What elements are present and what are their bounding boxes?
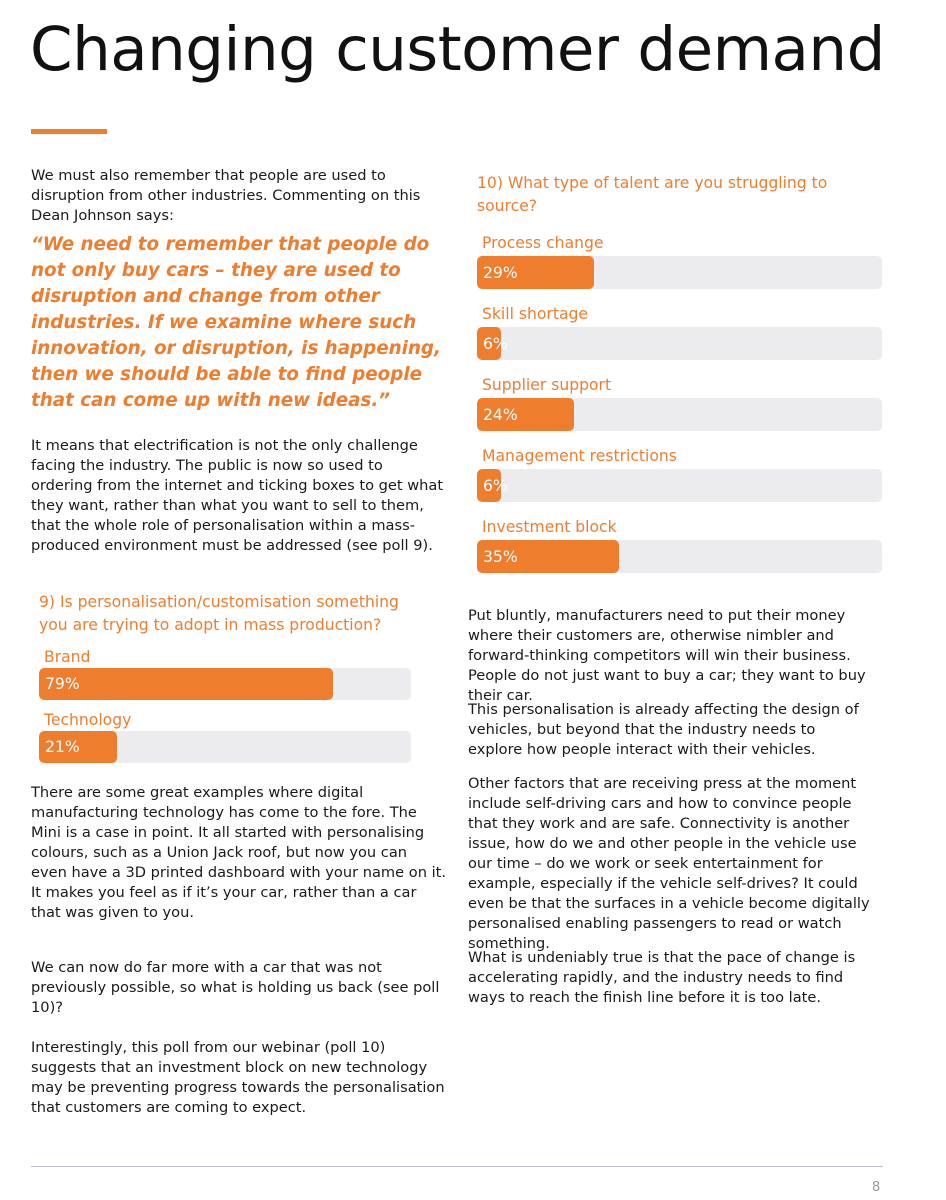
poll-10-bar-value: 6%: [483, 334, 508, 353]
undeniable-paragraph: What is undeniably true is that the pace of change is accelerating rapidly, and the industry needs to find ways to reach the finish line before it is too late.: [468, 949, 856, 1006]
poll-9-bar-fill: [39, 668, 333, 700]
poll-10-label: Management restrictions: [482, 447, 677, 465]
poll-9-bar-value: 21%: [45, 738, 80, 756]
holding-back-paragraph: We can now do far more with a car that was not previously possible, so what is holding us back (see poll 10)?: [31, 959, 440, 1016]
poll-9-bar-value: 79%: [45, 675, 80, 693]
examples-paragraph: There are some great examples where digital manufacturing technology has come to the fore. The Mini is a case in point. It all started with personalising colours, such as a Union Jack roof, but now you can even have a 3D printed dashboard with your name on it. It makes you feel as if it’s your car, rather than a car that was given to you.: [31, 784, 446, 921]
poll-10-bar-value: 35%: [483, 547, 518, 566]
footer-rule: [31, 1166, 883, 1167]
poll-10-bar-track: [477, 469, 882, 502]
factors-paragraph: Other factors that are receiving press at the moment include self-driving cars and how to convince people that they work and are safe. Connectivity is another issue, how do we and other people in the vehicle use our time – do we work or seek entertainment for example, especially if the vehicle self-drives? It could even be that the surfaces in a vehicle become digitally personalised enabling passengers to read or watch something.: [468, 775, 870, 952]
poll-10-bar-track: [477, 398, 882, 431]
bluntly-paragraph: Put bluntly, manufacturers need to put their money where their customers are, otherwise nimbler and forward-thinking competitors will win their business. People do not just want to buy a car; they want to buy their car.: [468, 607, 866, 704]
poll-9-bar-track: [39, 731, 411, 763]
poll-9-question: 9) Is personalisation/customisation something you are trying to adopt in mass production?: [39, 593, 399, 634]
poll-9-label: Technology: [44, 711, 132, 729]
design-paragraph: This personalisation is already affecting the design of vehicles, but beyond that the industry needs to explore how people interact with their vehicles.: [468, 701, 859, 758]
poll-9-label: Brand: [44, 648, 91, 666]
electrification-paragraph: It means that electrification is not the only challenge facing the industry. The public is now so used to ordering from the internet and ticking boxes to get what they want, rather than what you want to sell to them, that the whole role of personalisation within a mass-produced environment must be addressed (see poll 9).: [31, 437, 444, 554]
poll-10-bar-track: [477, 256, 882, 289]
poll-10-bar-track: [477, 540, 882, 573]
title-accent-rule: [31, 129, 107, 134]
poll-10-bar-value: 24%: [483, 405, 518, 424]
pull-quote: “We need to remember that people do not only buy cars – they are used to disruption and change from other industries. If we examine where such innovation, or disruption, is happening, then we should be able to find people that can come up with new ideas.”: [31, 234, 441, 411]
interestingly-paragraph: Interestingly, this poll from our webinar (poll 10) suggests that an investment block on new technology may be preventing progress towards the personalisation that customers are coming to expect.: [31, 1039, 445, 1116]
poll-10-label: Process change: [482, 234, 604, 252]
page-title: Changing customer demand: [30, 14, 885, 85]
poll-10-bar-value: 6%: [483, 476, 508, 495]
poll-10-question: 10) What type of talent are you struggling to source?: [477, 174, 828, 215]
poll-10-label: Investment block: [482, 518, 617, 536]
poll-10-label: Supplier support: [482, 376, 612, 394]
poll-10-bar-value: 29%: [483, 263, 518, 282]
poll-9-bar-track: [39, 668, 411, 700]
page-number: 8: [872, 1180, 881, 1195]
poll-10-label: Skill shortage: [482, 305, 589, 323]
intro-paragraph: We must also remember that people are used to disruption from other industries. Commenting on this Dean Johnson says:: [31, 167, 421, 224]
poll-10-bar-track: [477, 327, 882, 360]
